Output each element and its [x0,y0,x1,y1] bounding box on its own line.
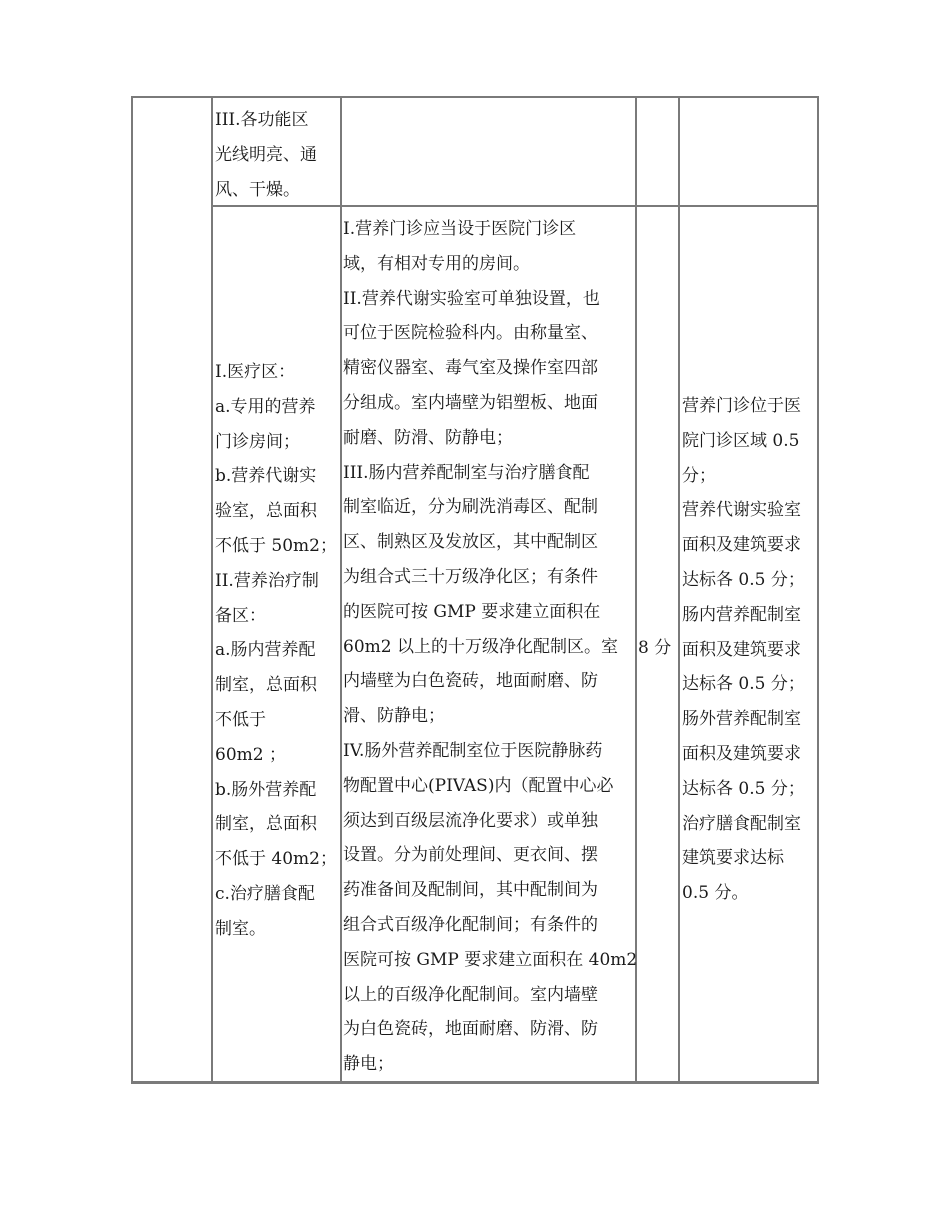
row2-standard-cell [343,212,637,1082]
cell-line: 营养门诊位于医 [682,396,801,416]
cell-line: 面积及建筑要求 [682,639,801,660]
cell-line: II.营养治疗制 [215,570,319,591]
cell-line: 内墙壁为白色瓷砖，地面耐磨、防 [343,671,598,692]
cell-line: a.专用的营养 [215,396,316,417]
cell-line: 组合式百级净化配制间；有条件的 [343,914,598,935]
cell-line: b.营养代谢实 [215,466,317,487]
cell-line: 建筑要求达标 [682,848,784,869]
cell-line: 制室，总面积 [215,814,317,835]
cell-line: 可位于医院检验科内。由称量室、 [343,323,598,344]
cell-line: 肠内营养配制室 [682,604,801,625]
cell-line: b.肠外营养配 [215,779,317,800]
cell-line: 分组成。室内墙壁为铝塑板、地面 [343,392,598,413]
row2-score-cell [638,631,671,666]
cell-line: 滑、防静电； [343,706,445,727]
cell-line: 门诊房间； [215,431,300,452]
cell-line: 营养代谢实验室 [682,500,801,521]
cell-line: 肠外营养配制室 [682,709,801,730]
cell-line: 备区： [215,605,266,626]
cell-line: 面积及建筑要求 [682,743,801,764]
cell-line: 物配置中心(PIVAS)内（配置中心必 [343,775,614,796]
cell-line: I.营养门诊应当设于医院门诊区 [343,219,577,239]
row2-item-cell [215,355,337,947]
cell-line: 为组合式三十万级净化区；有条件 [343,566,598,587]
table-border-top [131,96,819,98]
cell-line: 面积及建筑要求 [682,535,801,556]
cell-line: a.肠内营养配 [215,640,316,661]
cell-line: III.肠内营养配制室与治疗膳食配 [343,462,590,483]
cell-line: 域，有相对专用的房间。 [343,253,530,274]
cell-line: 制室临近，分为刷洗消毒区、配制 [343,497,598,518]
cell-line: 光线明亮、通 [215,144,317,165]
cell-line: 0.5 分。 [682,883,749,904]
cell-line: 的医院可按 GMP 要求建立面积在 [343,601,601,622]
cell-line: 分； [682,465,716,486]
cell-line: 验室，总面积 [215,501,317,522]
cell-line: 达标各 0.5 分； [682,674,805,695]
column-divider-4 [678,96,680,1084]
cell-line: 不低于 [215,709,266,730]
column-divider-2 [340,96,342,1084]
column-divider-1 [211,96,213,1084]
cell-line: 须达到百级层流净化要求）或单独 [343,810,598,831]
cell-line: 静电； [343,1054,394,1075]
cell-line: c.治疗膳食配 [215,883,315,904]
cell-line: IV.肠外营养配制室位于医院静脉药 [343,740,603,761]
cell-line: 院门诊区域 0.5 [682,430,800,451]
cell-line: 治疗膳食配制室 [682,813,801,834]
row2-criteria-cell [682,389,805,911]
score-value: 8 分 [638,638,672,658]
cell-line: 不低于 40m2； [215,849,337,870]
cell-line: 达标各 0.5 分； [682,569,805,590]
row1-item-cell [215,103,317,207]
cell-line: 为白色瓷砖，地面耐磨、防滑、防 [343,1019,598,1040]
cell-line: 药准备间及配制间，其中配制间为 [343,880,598,901]
cell-line: 耐磨、防滑、防静电； [343,427,513,448]
cell-line: 以上的百级净化配制间。室内墙壁 [343,984,598,1005]
cell-line: 制室。 [215,918,266,939]
cell-line: 医院可按 GMP 要求建立面积在 40m2 [343,949,638,970]
cell-line: 精密仪器室、毒气室及操作室四部 [343,358,598,379]
cell-line: 区、制熟区及发放区，其中配制区 [343,532,598,553]
cell-line: II.营养代谢实验室可单独设置，也 [343,288,600,309]
cell-line: III.各功能区 [215,110,309,130]
cell-line: 不低于 50m2； [215,535,337,556]
cell-line: 达标各 0.5 分； [682,778,805,799]
cell-line: 风、干燥。 [215,179,300,200]
cell-line: 设置。分为前处理间、更衣间、摆 [343,845,598,866]
cell-line: 制室，总面积 [215,675,317,696]
cell-line: 60m2 以上的十万级净化配制区。室 [343,636,618,657]
table-border-left [131,96,133,1084]
table-border-right [817,96,819,1084]
cell-line: I.医疗区： [215,362,296,382]
cell-line: 60m2 ； [215,744,286,765]
